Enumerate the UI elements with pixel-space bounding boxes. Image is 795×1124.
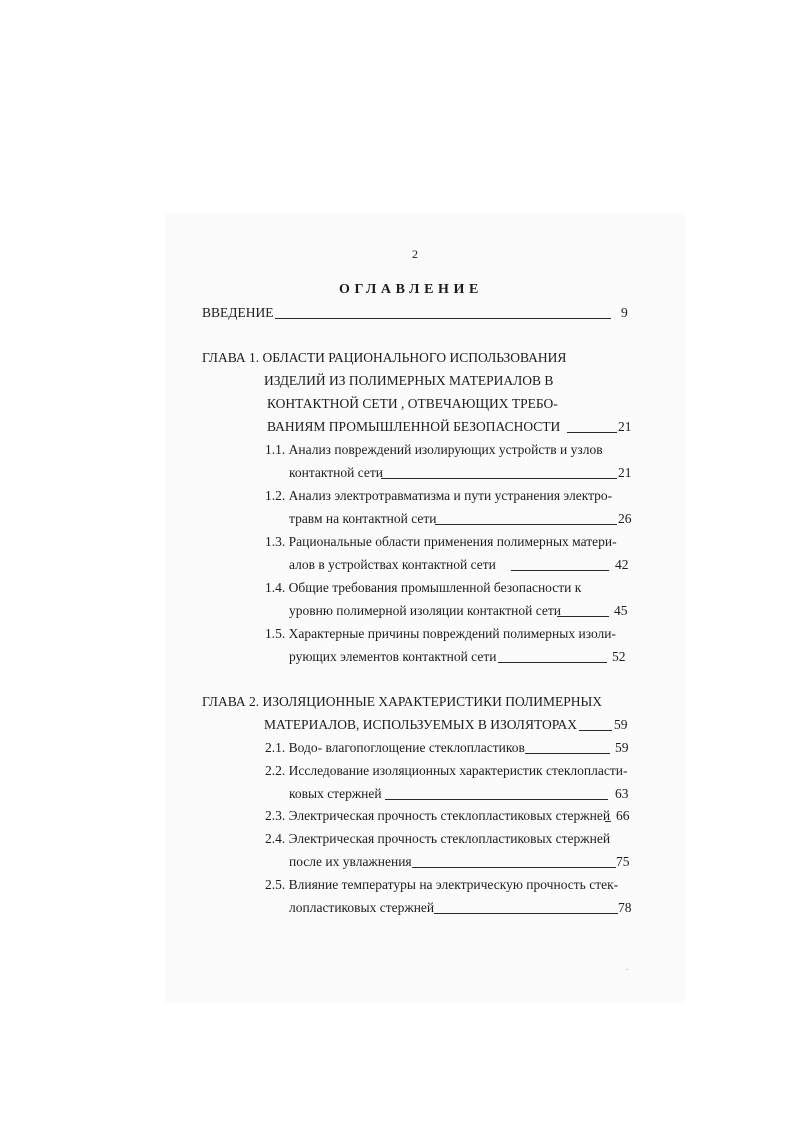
chapter1-title-line: ИЗДЕЛИЙ ИЗ ПОЛИМЕРНЫХ МАТЕРИАЛОВ В — [264, 373, 554, 388]
section-page: 78 — [618, 900, 632, 915]
leader-line — [381, 478, 617, 479]
section-line: уровню полимерной изоляции контактной сети — [289, 603, 562, 618]
section-line: 1.5. Характерные причины повреждений полимерных изоли- — [265, 626, 616, 641]
section-page: 21 — [618, 465, 632, 480]
chapter1-page: 21 — [618, 419, 632, 434]
page-number: 2 — [412, 247, 418, 261]
leader-line — [525, 753, 610, 754]
section-line: 2.1. Водо- влагопоглощение стеклопластиков — [265, 740, 525, 755]
chapter1-title-line: ГЛАВА 1. ОБЛАСТИ РАЦИОНАЛЬНОГО ИСПОЛЬЗОВАНИЯ — [202, 350, 567, 365]
section-page: 59 — [615, 740, 629, 755]
leader-line — [511, 570, 609, 571]
section-page: 26 — [618, 511, 632, 526]
intro-label: ВВЕДЕНИЕ — [202, 305, 274, 320]
chapter2-title-line: МАТЕРИАЛОВ, ИСПОЛЬЗУЕМЫХ В ИЗОЛЯТОРАХ — [264, 717, 578, 732]
section-line: травм на контактной сети — [289, 511, 437, 526]
intro-page: 9 — [621, 305, 628, 320]
chapter2-title-line: ГЛАВА 2. ИЗОЛЯЦИОННЫЕ ХАРАКТЕРИСТИКИ ПОЛИМЕРНЫХ — [202, 694, 603, 709]
section-page: 66 — [616, 808, 630, 823]
section-line: 2.2. Исследование изоляционных характеристик стеклопласти- — [265, 763, 628, 778]
section-line: лопластиковых стержней — [289, 900, 435, 915]
leader-line — [579, 730, 612, 731]
section-page: 45 — [614, 603, 628, 618]
section-line: 1.1. Анализ повреждений изолирующих устройств и узлов — [265, 442, 603, 457]
leader-line — [412, 867, 616, 868]
section-line: 1.4. Общие требования промышленной безопасности к — [265, 580, 582, 595]
leader-line — [605, 821, 611, 822]
scan-speck — [626, 969, 628, 970]
section-line: 1.2. Анализ электротравматизма и пути устранения электро- — [265, 488, 613, 503]
leader-line — [557, 616, 609, 617]
section-page: 63 — [615, 786, 629, 801]
leader-line — [385, 799, 608, 800]
leader-line — [435, 524, 617, 525]
leader-line — [567, 432, 617, 433]
section-page: 52 — [612, 649, 626, 664]
chapter2-page: 59 — [614, 717, 628, 732]
section-line: 2.5. Влияние температуры на электрическую прочность стек- — [265, 877, 619, 892]
leader-line — [498, 662, 607, 663]
section-line: рующих элементов контактной сети — [289, 649, 497, 664]
section-page: 75 — [616, 854, 630, 869]
section-line: контактной сети — [289, 465, 384, 480]
leader-line — [434, 913, 618, 914]
section-line: 2.4. Электрическая прочность стеклопластиковых стержней — [265, 831, 611, 846]
chapter1-title-line: КОНТАКТНОЙ СЕТИ , ОТВЕЧАЮЩИХ ТРЕБО- — [267, 396, 558, 411]
section-line: после их увлажнения — [289, 854, 412, 869]
section-line: 2.3. Электрическая прочность стеклопластиковых стержней — [265, 808, 611, 823]
section-line: ковых стержней — [289, 786, 382, 801]
section-line: алов в устройствах контактной сети — [289, 557, 496, 572]
toc-heading: ОГЛАВЛЕНИЕ — [339, 282, 483, 297]
leader-line — [275, 318, 611, 319]
section-line: 1.3. Рациональные области применения полимерных матери- — [265, 534, 617, 549]
section-page: 42 — [615, 557, 629, 572]
chapter1-title-line: ВАНИЯМ ПРОМЫШЛЕННОЙ БЕЗОПАСНОСТИ — [267, 419, 561, 434]
